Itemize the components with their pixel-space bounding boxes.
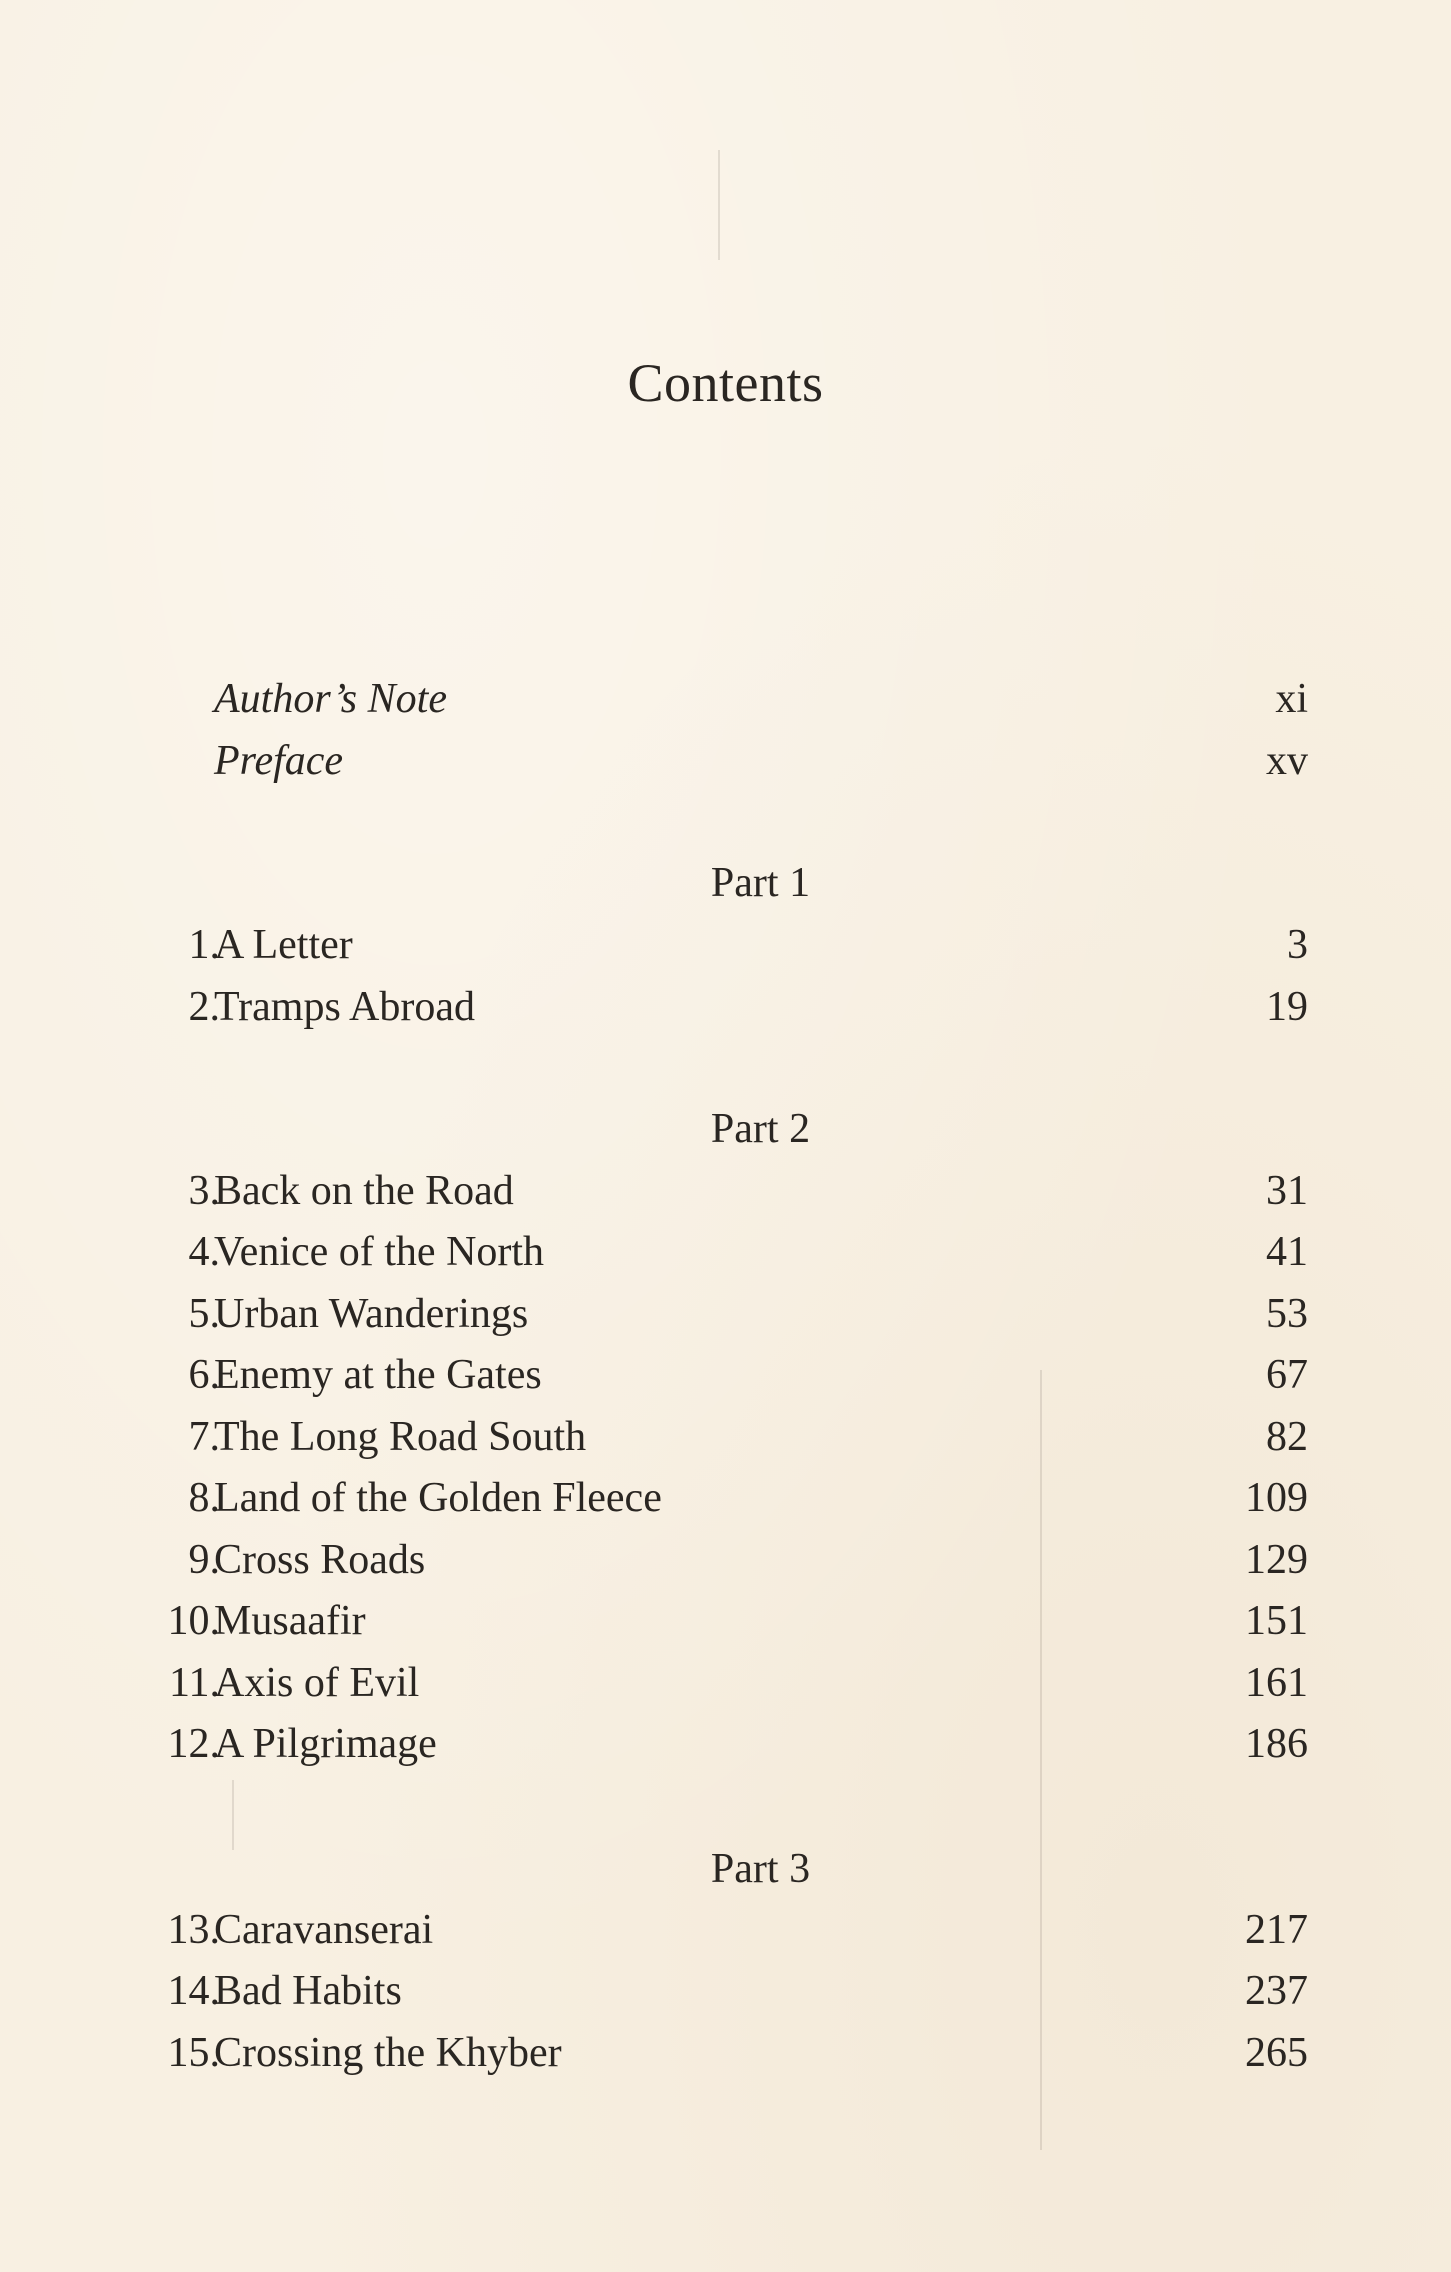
- toc-entry-number: 14.: [167, 1968, 220, 2014]
- toc-entry-label: Back on the Road: [214, 1168, 514, 1214]
- toc-entry-number: 4.: [188, 1229, 220, 1275]
- toc-entry-page: 217: [1245, 1907, 1308, 1953]
- toc-entry[interactable]: [140, 1162, 1308, 1220]
- toc-entry-preface[interactable]: [140, 732, 1308, 790]
- toc-entry[interactable]: [140, 1962, 1308, 2020]
- toc-entry-number: 8.: [188, 1475, 220, 1521]
- toc-entry-number: 11.: [169, 1660, 220, 1706]
- toc-entry-number: 9.: [188, 1537, 220, 1583]
- toc-entry[interactable]: [140, 1285, 1308, 1343]
- toc-entry-page: 161: [1245, 1660, 1308, 1706]
- toc-entry[interactable]: [140, 1408, 1308, 1466]
- toc-entry-page: 129: [1245, 1537, 1308, 1583]
- toc-entry-label: Preface: [214, 738, 344, 784]
- toc-entry-number: 5.: [188, 1291, 220, 1337]
- toc-entry-number: 10.: [167, 1598, 220, 1644]
- toc-entry-page: 41: [1266, 1229, 1308, 1275]
- toc-entry-page: 186: [1245, 1721, 1308, 1767]
- toc-entry-page: 67: [1266, 1352, 1308, 1398]
- toc-entry-page: 53: [1266, 1291, 1308, 1337]
- toc-entry-page: 265: [1245, 2030, 1308, 2076]
- toc-entry-label: Enemy at the Gates: [214, 1352, 542, 1398]
- toc-entry-label: A Letter: [214, 922, 353, 968]
- toc-entry-page: 237: [1245, 1968, 1308, 2014]
- toc-entry-page: 3: [1287, 922, 1308, 968]
- toc-entry-number: 3.: [188, 1168, 220, 1214]
- toc-entry-label: Crossing the Khyber: [214, 2030, 562, 2076]
- toc-entry-label: Caravanserai: [214, 1907, 434, 1953]
- toc-entry-number: 2.: [188, 984, 220, 1030]
- toc-entry-authors-note[interactable]: [140, 670, 1308, 728]
- toc-entry-label: Tramps Abroad: [214, 984, 475, 1030]
- toc-entry[interactable]: [140, 2024, 1308, 2082]
- toc-entry[interactable]: [140, 1715, 1308, 1773]
- toc-entry[interactable]: [140, 1654, 1308, 1712]
- toc-entry[interactable]: [140, 1469, 1308, 1527]
- toc-entry-number: 15.: [167, 2030, 220, 2076]
- toc-entry-page: 19: [1266, 984, 1308, 1030]
- page-crease: [718, 150, 720, 260]
- toc-entry-page: xi: [1275, 676, 1308, 722]
- toc-entry[interactable]: [140, 1592, 1308, 1650]
- toc-entry-label: A Pilgrimage: [214, 1721, 437, 1767]
- toc-entry-page: 109: [1245, 1475, 1308, 1521]
- toc-entry-label: Bad Habits: [214, 1968, 402, 2014]
- toc-entry[interactable]: [140, 1346, 1308, 1404]
- toc-entry-label: Axis of Evil: [214, 1660, 420, 1706]
- toc-entry-page: 151: [1245, 1598, 1308, 1644]
- toc-entry-label: Land of the Golden Fleece: [214, 1475, 662, 1521]
- toc-entry-page: 31: [1266, 1168, 1308, 1214]
- toc-entry-label: Author’s Note: [214, 676, 447, 722]
- toc-entry-label: Musaafir: [214, 1598, 366, 1644]
- part-heading: Part 1: [710, 860, 811, 906]
- toc-entry-number: 13.: [167, 1907, 220, 1953]
- toc-entry[interactable]: [140, 978, 1308, 1036]
- toc-entry-number: 12.: [167, 1721, 220, 1767]
- part-heading: Part 2: [710, 1106, 811, 1152]
- toc-entry[interactable]: [140, 1901, 1308, 1959]
- part-heading: Part 3: [710, 1846, 811, 1892]
- toc-entry-page: 82: [1266, 1414, 1308, 1460]
- toc-entry-label: The Long Road South: [214, 1414, 587, 1460]
- toc-entry-label: Cross Roads: [214, 1537, 426, 1583]
- toc-entry[interactable]: [140, 916, 1308, 974]
- toc-entry-number: 7.: [188, 1414, 220, 1460]
- toc-entry[interactable]: [140, 1531, 1308, 1589]
- toc-entry-page: xv: [1266, 738, 1308, 784]
- toc-entry-label: Venice of the North: [214, 1229, 545, 1275]
- toc-entry-label: Urban Wanderings: [214, 1291, 529, 1337]
- page-title: Contents: [627, 353, 824, 413]
- toc-entry[interactable]: [140, 1223, 1308, 1281]
- toc-entry-number: 6.: [188, 1352, 220, 1398]
- toc-entry-number: 1.: [188, 922, 220, 968]
